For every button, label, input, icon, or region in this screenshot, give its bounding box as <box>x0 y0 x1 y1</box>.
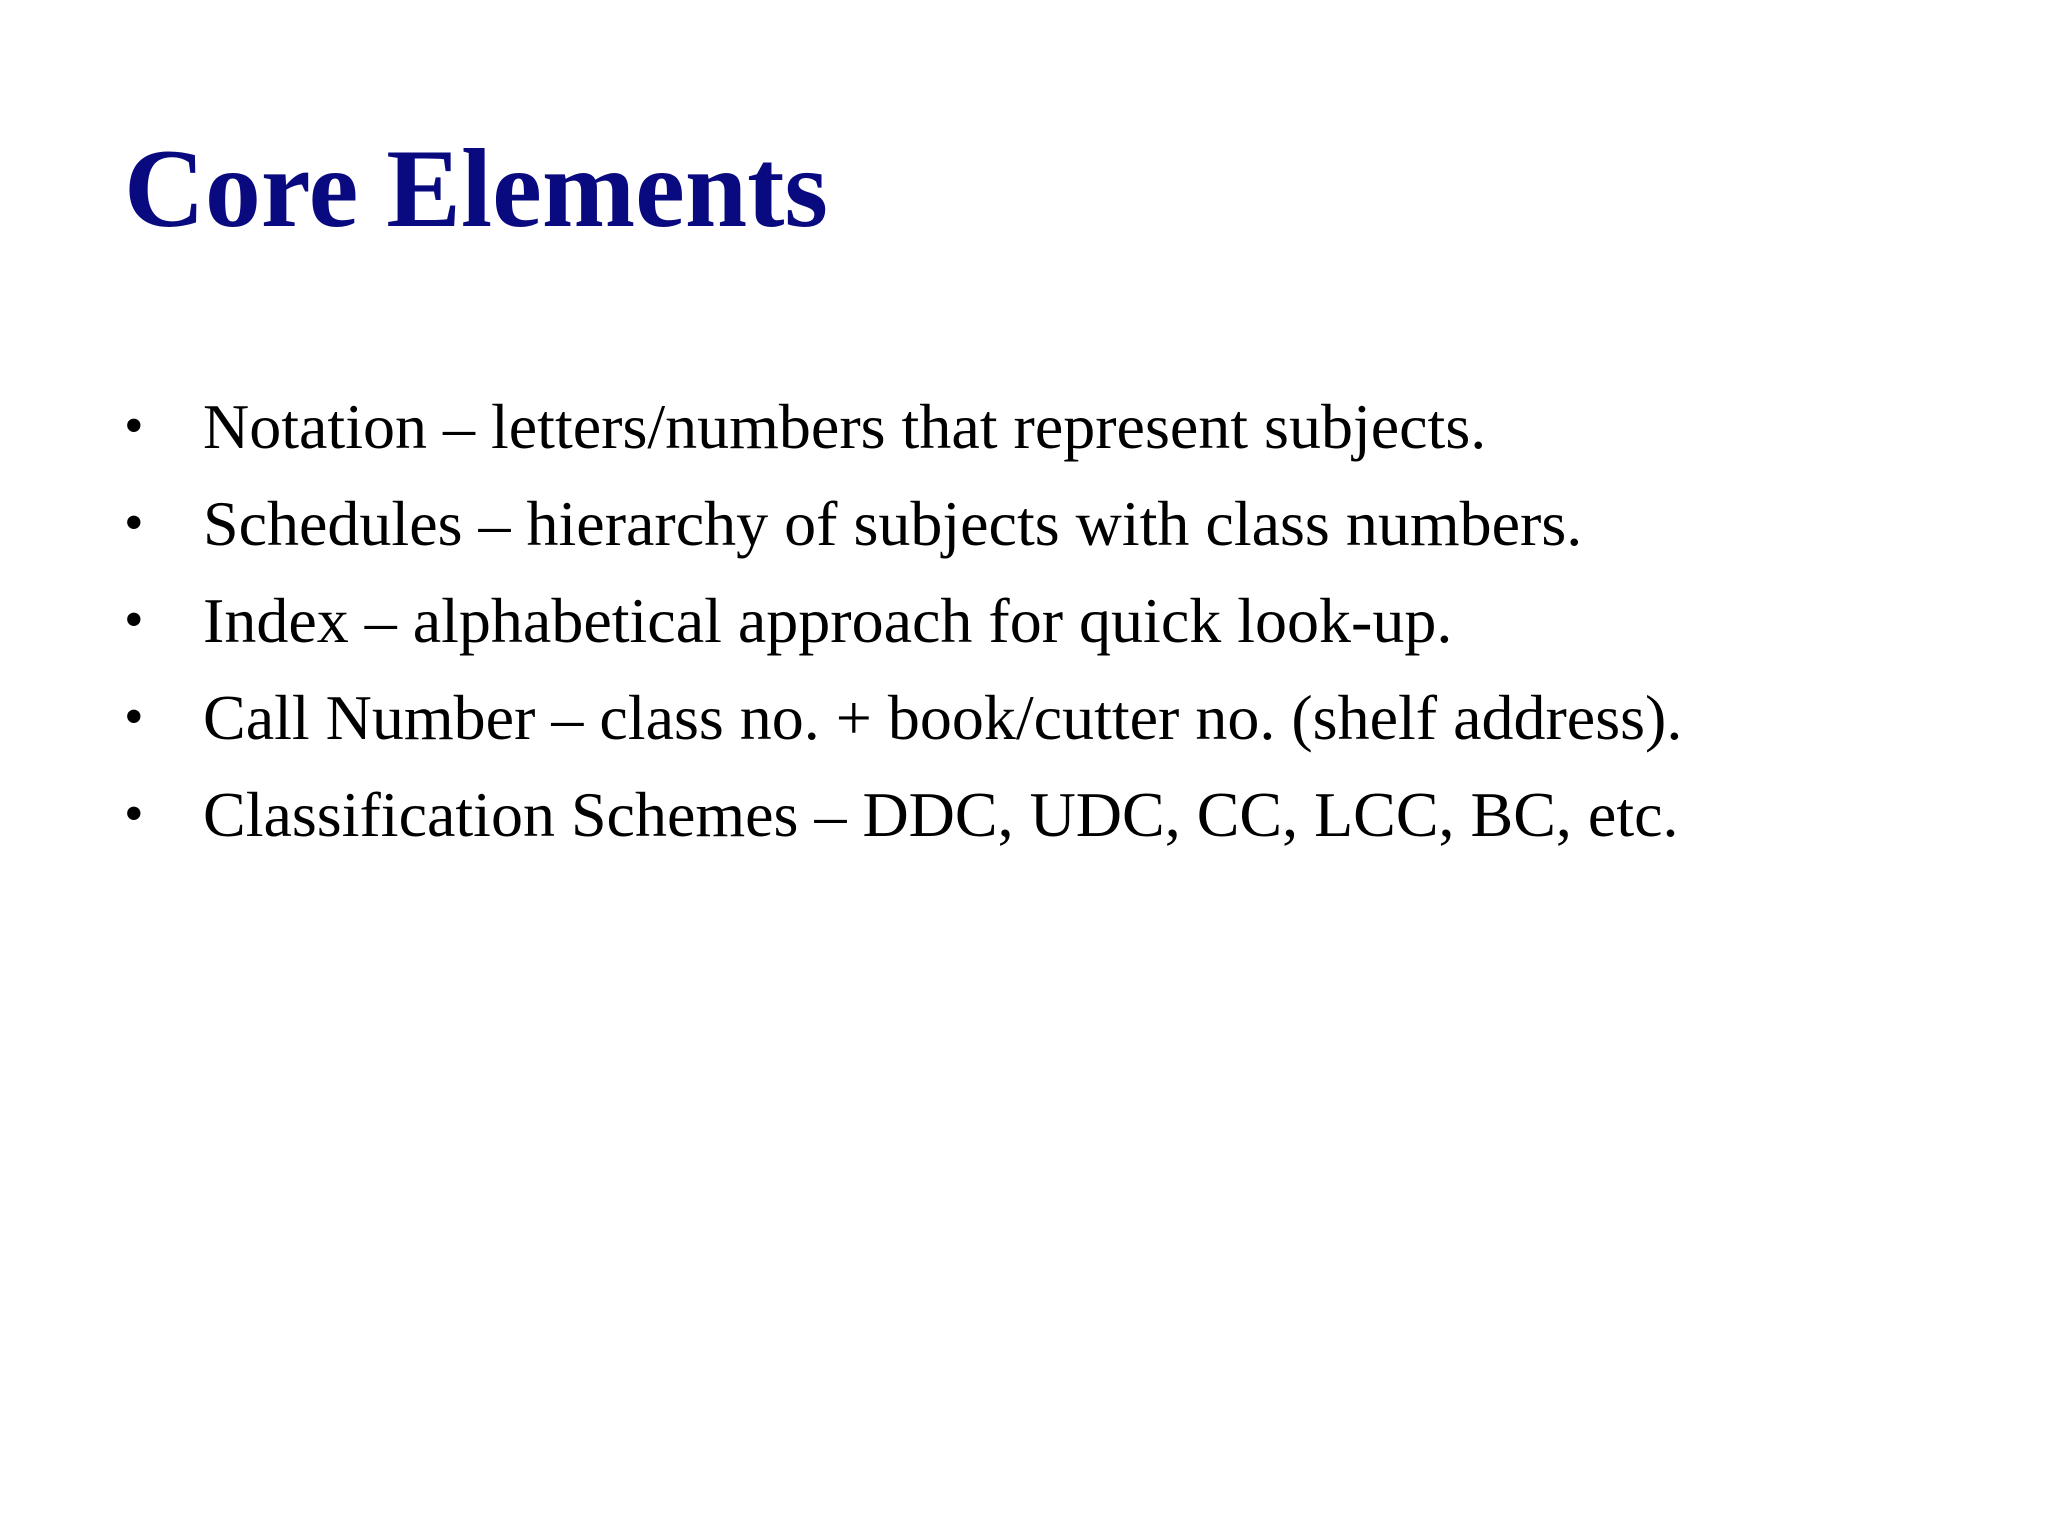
bullet-text: Index – alphabetical approach for quick look-up. <box>203 585 1453 656</box>
bullet-icon: • <box>124 492 144 554</box>
bullet-text: Notation – letters/numbers that represent subjects. <box>203 391 1487 462</box>
bullet-text: Classification Schemes – DDC, UDC, CC, LCC, BC, etc. <box>203 779 1679 850</box>
bullet-text: Call Number – class no. + book/cutter no. (shelf address). <box>203 682 1683 753</box>
bullet-icon: • <box>124 686 144 748</box>
bullet-icon: • <box>124 589 144 651</box>
bullet-icon: • <box>124 783 144 845</box>
bullet-icon: • <box>124 395 144 457</box>
bullet-text: Schedules – hierarchy of subjects with class numbers. <box>203 488 1583 559</box>
slide-title: Core Elements <box>124 127 828 251</box>
